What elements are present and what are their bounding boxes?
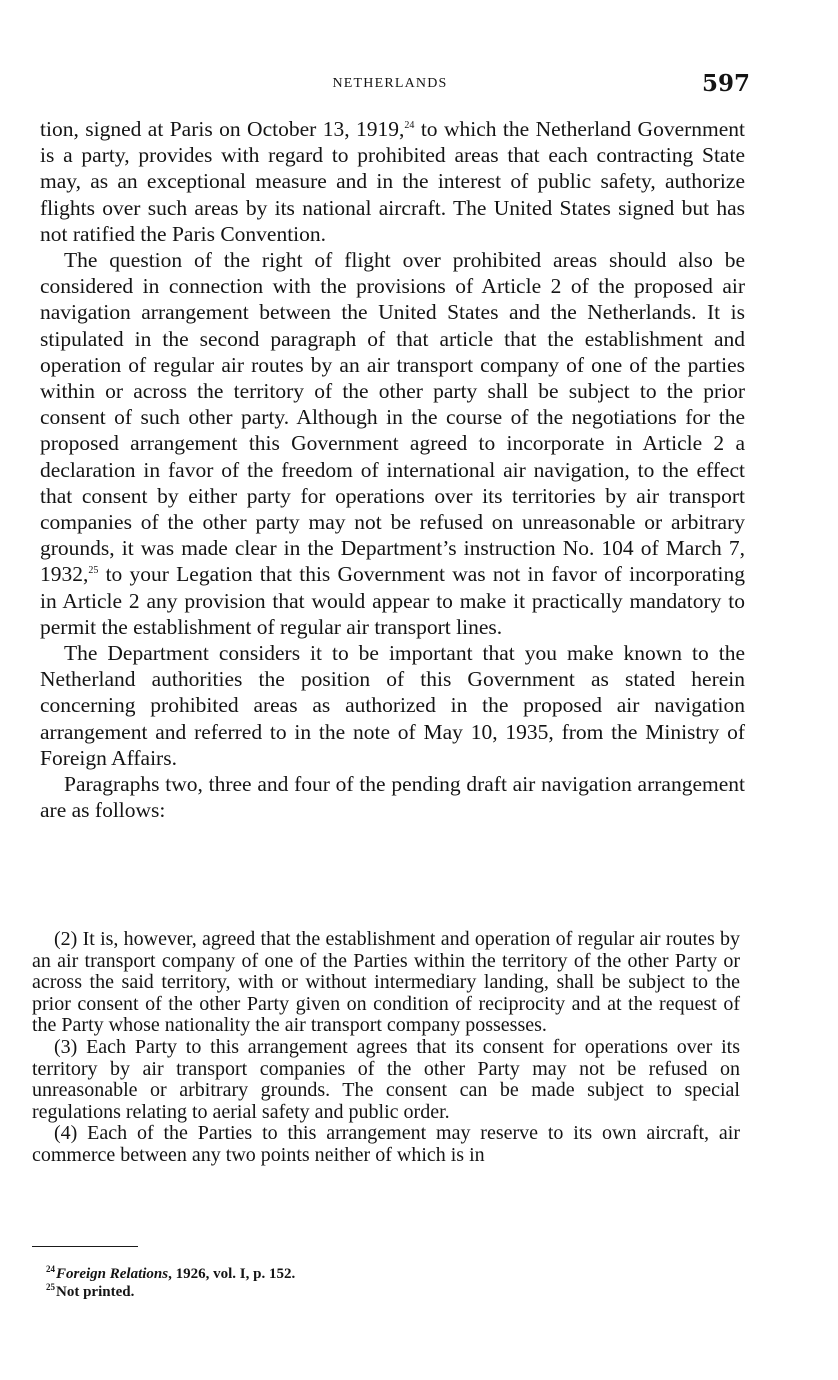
body-text: [40, 116, 745, 823]
running-head: [30, 72, 750, 102]
footnote-ref-25: 25: [88, 565, 99, 577]
footnote-text: Not printed.: [56, 1284, 135, 1300]
footnote-text: , 1926, vol. I, p. 152.: [168, 1266, 296, 1282]
quoted-paragraph-3: (3) Each Party to this arrangement agrees that its consent for operations over its territory by air transport companies of the other Party may not be refused on unreasonable or arbitrary grounds. The consent can be made subject to special regulations relating to aerial safety and public order.: [32, 1035, 740, 1123]
footnote-source-title: Foreign Relations: [56, 1266, 169, 1282]
paragraph-4: Paragraphs two, three and four of the pending draft air navigation arrangement are as follows:: [40, 772, 745, 823]
footnote-ref-24: 24: [404, 119, 415, 131]
footnote-24: [46, 1265, 646, 1283]
page-number: 597: [701, 70, 750, 97]
footnotes: [46, 1265, 646, 1301]
quoted-arrangement: [32, 929, 740, 1167]
footnote-mark: 25: [46, 1282, 55, 1292]
footnote-divider: [32, 1246, 138, 1247]
running-head-title: NETHERLANDS: [332, 76, 448, 91]
quoted-paragraph-4: (4) Each of the Parties to this arrangement may reserve to its own aircraft, air commerce between any two points neither of which is in: [32, 1122, 740, 1166]
footnote-25: [46, 1283, 646, 1301]
paragraph-3: The Department considers it to be important that you make known to the Netherland authorities the position of this Government as stated herein concerning prohibited areas as authorized in the proposed air navigation arrangement and referred to in the note of May 10, 1935, from the Ministry of Foreign Affairs.: [40, 641, 745, 770]
footnote-mark: 24: [46, 1264, 55, 1274]
paragraph-2: The question of the right of flight over prohibited areas should also be considered in connection with the provisions of Article 2 of the proposed air navigation arrangement between the United States and the Netherlands. It is stipulated in the second paragraph of that article that the establishment and operation of regular air routes by an air transport company of one of the parties within or across the territory of the other party shall be subject to the prior consent of such other party. Although in the course of the negotiations for the proposed arrangement this Government agreed to incorporate in Article 2 a declaration in favor of the freedom of international air navigation, to the effect that consent by either party for operations over its territories by air transport companies of the other party may not be refused on unreasonable or arbitrary grounds, it was made clear in the Department’s instruction No. 104 of March 7, 1932,25 to your Legation that this Government was not in favor of incorporating in Article 2 any provision that would appear to make it practically mandatory to permit the establishment of regular air transport lines.: [40, 248, 745, 639]
paragraph-1: tion, signed at Paris on October 13, 1919,24 to which the Netherland Government is a party, provides with regard to prohibited areas that each contracting State may, as an exceptional measure and in the interest of public safety, authorize flights over such areas by its national aircraft. The United States signed but has not ratified the Paris Convention.: [40, 117, 746, 246]
quoted-paragraph-2: (2) It is, however, agreed that the establishment and operation of regular air routes by an air transport company of one of the Parties within the territory of the other Party or across the said territory, with or without intermediary landing, shall be subject to the prior consent of the other Party given on condition of reciprocity and at the request of the Party whose nationality the air transport company possesses.: [32, 928, 740, 1037]
